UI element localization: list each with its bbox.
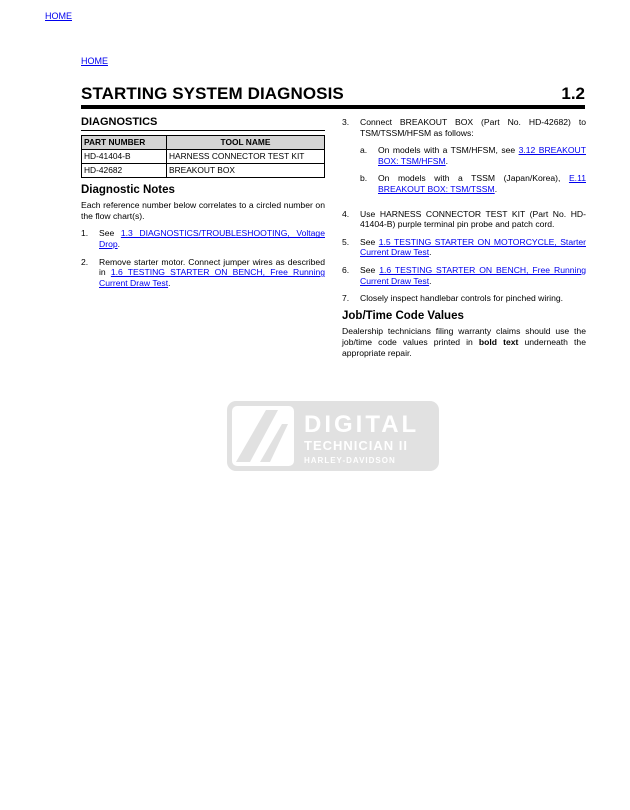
- item-text: Closely inspect handlebar controls for pinched wiring.: [360, 293, 564, 304]
- table-cell: HD-41404-B: [82, 149, 167, 163]
- item-number: 3.: [342, 117, 350, 127]
- sub-item: [360, 173, 586, 194]
- sub-item-letter: b.: [360, 173, 368, 184]
- item-text: Use HARNESS CONNECTOR TEST KIT (Part No. HD-41404-B) purple terminal pin probe and patch cord.: [360, 208, 586, 230]
- list-item: [342, 237, 586, 258]
- list-item: [342, 293, 586, 304]
- item-number: 1.: [81, 228, 89, 239]
- item-number: 4.: [342, 208, 350, 219]
- watermark-line2: TECHNICIAN II: [304, 438, 408, 453]
- sub-item: [360, 145, 586, 166]
- page-title-bar: [81, 84, 585, 109]
- item-text: Connect BREAKOUT BOX (Part No. HD-42682) to TSM/TSSM/HFSM as follows: a. On models with a TSM/HFSM, see 3.12 BREAKOUT BOX: TSM/HFSM. b. On models with a TSSM (Japan/Korea), E.11 BREAKOUT BOX: TSM/TSSM.: [360, 117, 586, 194]
- item-number: 7.: [342, 293, 350, 304]
- list-item: [342, 117, 586, 202]
- link-testing-starter-bench[interactable]: 1.6 TESTING STARTER ON BENCH, Free Running Current Draw Test: [99, 267, 326, 288]
- sub-item-text: On models with a TSSM (Japan/Korea), E.11 BREAKOUT BOX: TSM/TSSM.: [378, 173, 586, 194]
- item-text: Remove starter motor. Connect jumper wires as described in 1.6 TESTING STARTER ON BENCH, Free Running Current Draw Test.: [99, 256, 326, 288]
- diagnostic-notes-heading: Diagnostic Notes: [81, 183, 175, 196]
- table-cell: BREAKOUT BOX: [167, 163, 325, 177]
- link-breakout-box-tsm-hfsm[interactable]: 3.12 BREAKOUT BOX: TSM/HFSM: [378, 145, 586, 166]
- section-number: 1.2: [561, 84, 585, 103]
- tools-table: [81, 135, 325, 178]
- table-row: [82, 163, 325, 177]
- table-cell: HARNESS CONNECTOR TEST KIT: [167, 149, 325, 163]
- sub-item-letter: a.: [360, 145, 368, 156]
- table-cell: HD-42682: [82, 163, 167, 177]
- table-header-row: [82, 135, 325, 149]
- item-number: 2.: [81, 256, 89, 267]
- watermark-line1: DIGITAL: [304, 411, 420, 438]
- right-column: [342, 117, 586, 365]
- diagnostics-heading: DIAGNOSTICS: [81, 117, 325, 131]
- list-item: [81, 228, 325, 249]
- link-breakout-box-tsm-tssm[interactable]: E.11 BREAKOUT BOX: TSM/TSSM: [378, 173, 586, 194]
- table-row: [82, 149, 325, 163]
- list-item: [342, 265, 586, 286]
- home-link[interactable]: HOME: [81, 56, 108, 66]
- watermark-line3: HARLEY-DAVIDSON: [304, 456, 396, 465]
- notes-intro: Each reference number below correlates to a circled number on the flow chart(s).: [81, 200, 325, 221]
- digital-technician-watermark: [226, 400, 440, 472]
- job-time-text: Dealership technicians filing warranty claims should use the job/time code values printed in bold text underneath the appropriate repair.: [342, 326, 586, 358]
- home-link-top[interactable]: HOME: [45, 11, 72, 21]
- link-testing-starter-motorcycle[interactable]: 1.5 TESTING STARTER ON MOTORCYCLE, Starter Current Draw Test: [360, 236, 586, 258]
- list-item: [342, 209, 586, 230]
- left-column: [81, 117, 325, 295]
- page-title: STARTING SYSTEM DIAGNOSIS: [81, 84, 344, 103]
- link-testing-starter-bench-2[interactable]: 1.6 TESTING STARTER ON BENCH, Free Running Current Draw Test: [360, 264, 586, 286]
- col-header-part-number: PART NUMBER: [82, 135, 167, 149]
- list-item: [81, 257, 325, 289]
- item-text: See 1.6 TESTING STARTER ON BENCH, Free Running Current Draw Test.: [360, 264, 586, 286]
- item-number: 6.: [342, 264, 350, 275]
- item-text: See 1.3 DIAGNOSTICS/TROUBLESHOOTING, Voltage Drop.: [99, 228, 325, 249]
- item-number: 5.: [342, 236, 350, 247]
- job-time-heading: Job/Time Code Values: [342, 309, 464, 322]
- link-diagnostics-voltage-drop[interactable]: 1.3 DIAGNOSTICS/TROUBLESHOOTING, Voltage Drop: [99, 228, 325, 249]
- col-header-tool-name: TOOL NAME: [167, 135, 325, 149]
- sub-item-text: On models with a TSM/HFSM, see 3.12 BREAKOUT BOX: TSM/HFSM.: [378, 145, 586, 166]
- item-text: See 1.5 TESTING STARTER ON MOTORCYCLE, Starter Current Draw Test.: [360, 236, 586, 258]
